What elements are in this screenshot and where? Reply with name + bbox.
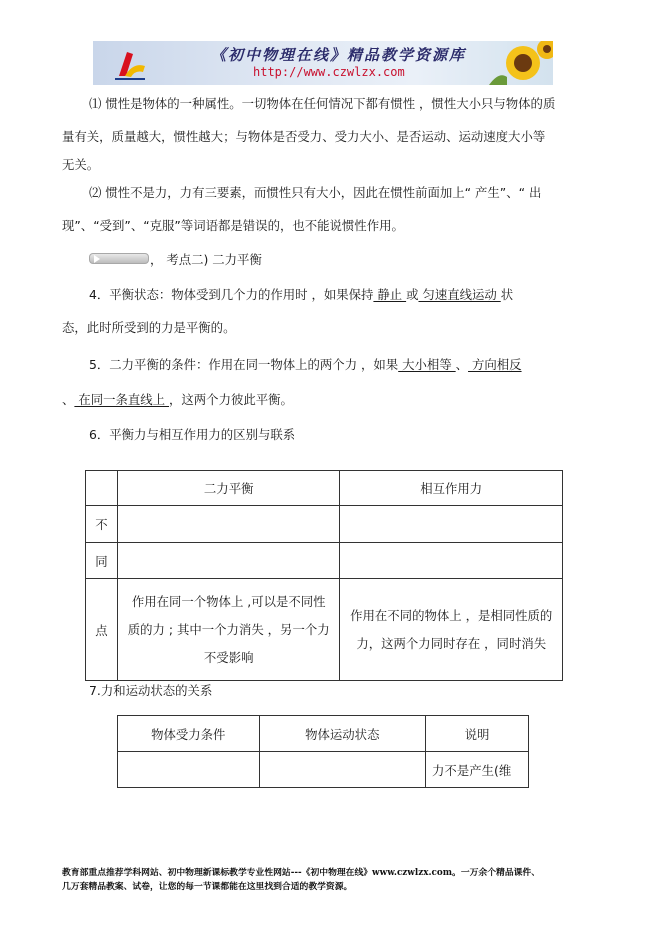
table-row [86, 543, 563, 579]
section-heading: ， 考点二) 二力平衡 [150, 252, 262, 267]
item-5-blank-opposite-direction: 方向相反 [468, 357, 522, 372]
item-5-line-1 [89, 357, 522, 373]
footer-line-2: 几万套精品教案、试卷，让您的每一节课都能在这里找到合适的教学资源。 [62, 882, 353, 892]
table-header-cell: 二力平衡 [117, 471, 340, 506]
cell-line: 力，这两个力同时存在 ，同时消失 [356, 635, 547, 651]
item-5-blank-equal-magnitude: 大小相等 [398, 357, 456, 372]
cell-line: 作用在同一个物体上 ,可以是不同性 [131, 593, 326, 609]
item-5-sep-2: 、 [62, 392, 75, 407]
item-6-heading: 6．平衡力与相互作用力的区别与联系 [89, 427, 296, 442]
table-row [86, 579, 563, 681]
site-logo-icon [113, 48, 147, 80]
table-cell [340, 506, 563, 543]
table-cell [118, 752, 260, 788]
item-4-text: 4．平衡状态：物体受到几个力的作用时 ，如果保持 [89, 287, 374, 302]
force-motion-table [117, 715, 529, 788]
table-header-cell: 说明 [426, 716, 529, 752]
item-5-end: ，这两个力彼此平衡。 [169, 392, 293, 407]
item-5-text: 5．二力平衡的条件：作用在同一物体上的两个力 ，如果 [89, 357, 399, 372]
item-4-blank-static: 静止 [373, 287, 407, 302]
paragraph-1-line-2: 量有关，质量越大，惯性越大；与物体是否受力、受力大小、是否运动、运动速度大小等 [62, 129, 546, 144]
balance-vs-interaction-table [85, 470, 563, 681]
sunflower-icon [489, 41, 553, 85]
table-header-cell [86, 471, 118, 506]
table-header-cell: 物体运动状态 [259, 716, 425, 752]
item-5-blank-same-line: 在同一条直线上 [74, 392, 170, 407]
cell-line: 质的力 ; 其中一个力消失 ，另一个力 [127, 621, 330, 637]
table-row [118, 752, 529, 788]
row-label: 不 [86, 506, 118, 543]
item-4-or: 或 [406, 287, 419, 302]
paragraph-1-line-3: 无关。 [62, 157, 100, 172]
paragraph-2-line-2: 现”、“受到”、“克服”等词语都是错误的，也不能说惯性作用。 [62, 218, 404, 233]
table-header-cell: 物体受力条件 [118, 716, 260, 752]
table-cell [259, 752, 425, 788]
table-header-row [118, 716, 529, 752]
interaction-difference-cell [340, 579, 563, 681]
paragraph-2-line-1: ⑵ 惯性不是力，力有三要素，而惯性只有大小，因此在惯性前面加上“ 产生”、“ 出 [89, 185, 542, 200]
cell-line: 作用在不同的物体上 ，是相同性质的 [350, 607, 553, 623]
banner-url[interactable]: http://www.czwlzx.com [253, 65, 405, 79]
item-4-tail: 状 [500, 287, 514, 302]
header-banner [93, 41, 553, 85]
balance-difference-cell [117, 579, 340, 681]
table-header-row [86, 471, 563, 506]
row-label: 点 [86, 579, 118, 681]
table-header-cell: 相互作用力 [340, 471, 563, 506]
row-label: 同 [86, 543, 118, 579]
table-cell: 力不是产生(维 [426, 752, 529, 788]
item-5-sep-1: 、 [455, 357, 469, 372]
banner-title: 《初中物理在线》精品教学资源库 [211, 46, 467, 64]
footer-line-1: 教育部重点推荐学科网站、初中物理新课标教学专业性网站---《初中物理在线》www.czwlzx.com。一万余个精品课件、 [62, 868, 541, 878]
table-row [86, 506, 563, 543]
table-cell [340, 543, 563, 579]
paragraph-1-line-1: ⑴ 惯性是物体的一种属性。一切物体在任何情况下都有惯性 ，惯性大小只与物体的质 [89, 96, 556, 111]
table-cell [117, 506, 340, 543]
item-4-blank-uniform-motion: 匀速直线运动 [418, 287, 501, 302]
section-marker-icon [89, 253, 149, 264]
item-5-line-2 [62, 392, 293, 408]
item-4-line-1 [89, 287, 513, 303]
cell-line: 不受影响 [203, 649, 254, 665]
item-4-line-2: 态，此时所受到的力是平衡的。 [62, 320, 236, 335]
table-cell [117, 543, 340, 579]
item-7-heading: 7.力和运动状态的关系 [89, 683, 213, 698]
